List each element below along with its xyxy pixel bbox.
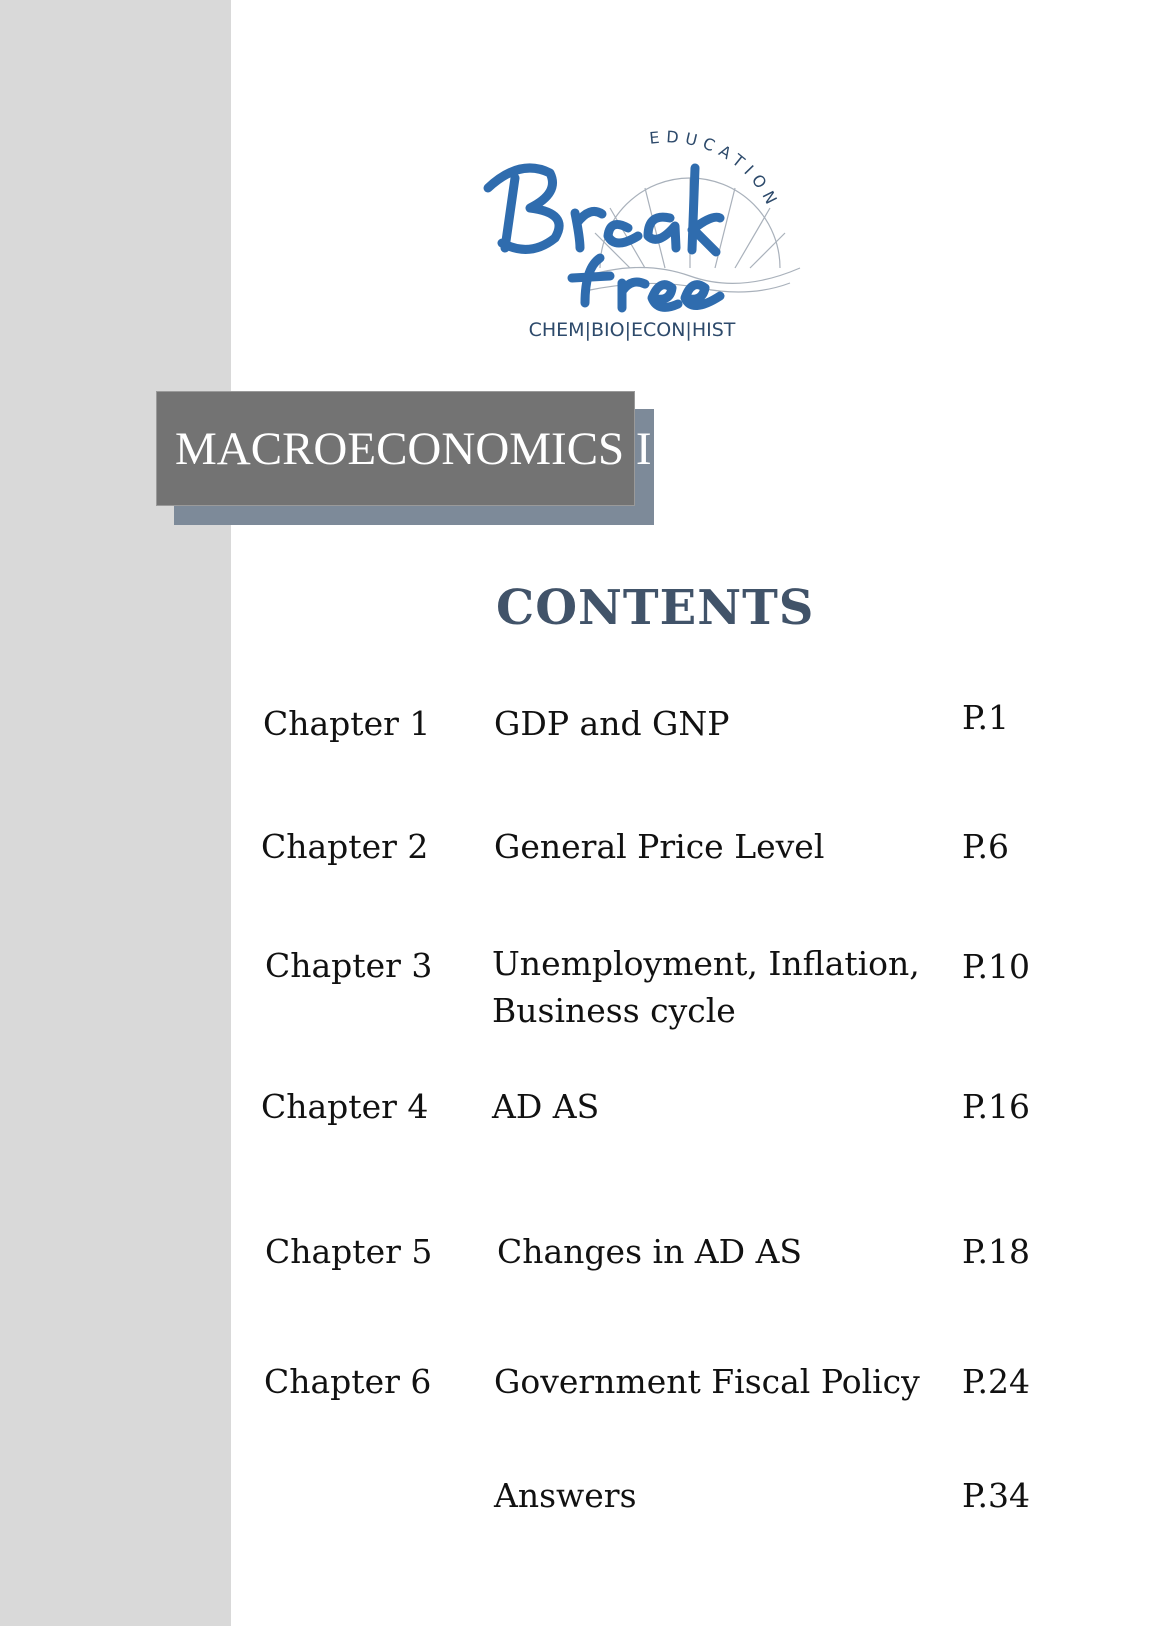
toc-chapter-title: AD AS — [492, 1087, 600, 1126]
toc-page-number: P.34 — [962, 1476, 1030, 1515]
toc-chapter-label: Chapter 1 — [263, 704, 431, 743]
logo-graphic — [480, 118, 810, 358]
toc-page-number: P.10 — [962, 947, 1030, 986]
toc-chapter-label: Chapter 6 — [264, 1362, 432, 1401]
toc-chapter-label: Chapter 4 — [261, 1087, 429, 1126]
toc-page-number: P.24 — [962, 1362, 1030, 1401]
title-box — [156, 391, 652, 506]
toc-chapter-label: Chapter 5 — [265, 1232, 433, 1271]
toc-answers-title: Answers — [494, 1476, 637, 1515]
logo-subjects-text: CHEM|BIO|ECON|HIST — [528, 319, 736, 341]
left-side-band — [0, 0, 231, 1626]
toc-chapter-title: Government Fiscal Policy — [494, 1362, 920, 1401]
break-free-logo — [480, 118, 810, 358]
toc-page-number: P.1 — [962, 698, 1010, 737]
contents-heading: CONTENTS — [496, 580, 815, 636]
toc-chapter-title: General Price Level — [494, 827, 825, 866]
logo-arc-text: EDUCATION — [648, 127, 784, 213]
toc-chapter-title: GDP and GNP — [494, 704, 730, 743]
toc-page-number: P.16 — [962, 1087, 1030, 1126]
document-title: MACROECONOMICS I — [175, 422, 652, 475]
toc-chapter-label: Chapter 3 — [265, 946, 433, 985]
toc-chapter-label: Chapter 2 — [261, 827, 429, 866]
toc-chapter-title-line-1: Unemployment, Inflation, — [492, 944, 920, 983]
toc-chapter-title: Changes in AD AS — [497, 1232, 803, 1271]
toc-chapter-title-line-2: Business cycle — [492, 991, 736, 1030]
toc-page-number: P.18 — [962, 1232, 1030, 1271]
toc-page-number: P.6 — [962, 827, 1010, 866]
